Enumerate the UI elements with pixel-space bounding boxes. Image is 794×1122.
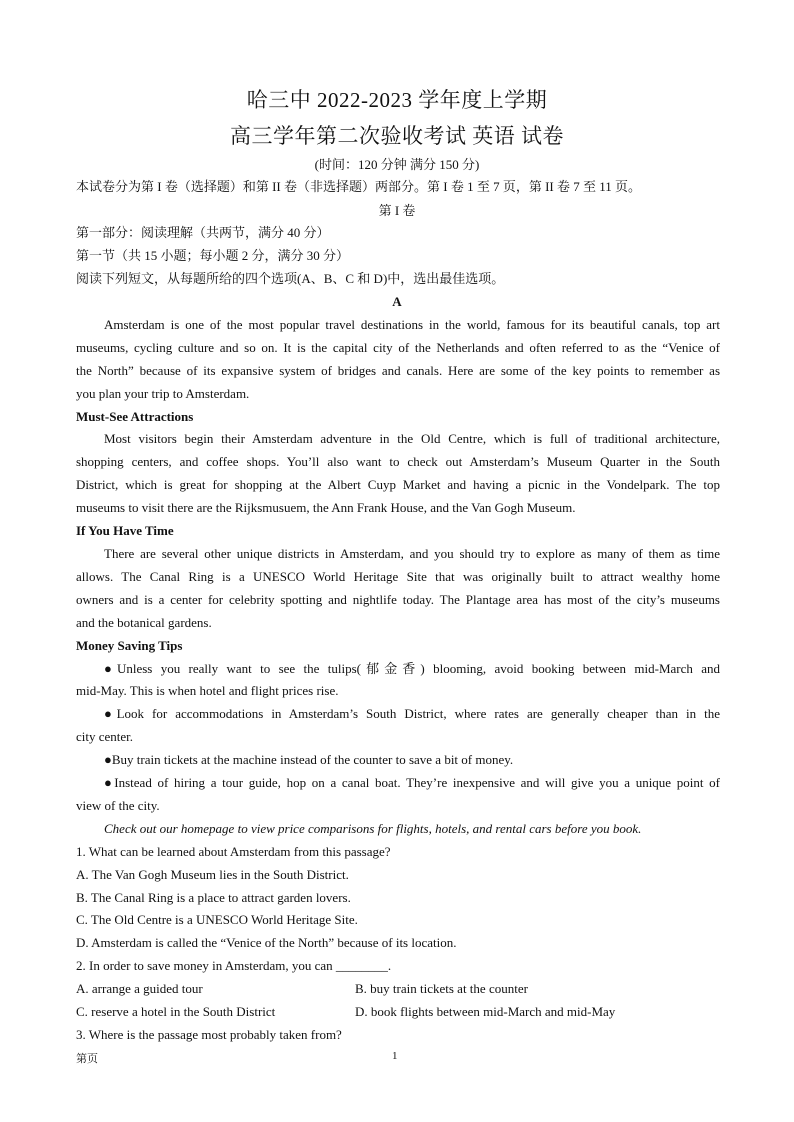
option: D. Amsterdam is called the “Venice of the North” because of its location. [76,935,457,950]
exam-subtitle: 高三学年第二次验收考试 英语 试卷 [230,124,564,148]
option: B. buy train tickets at the counter [355,981,528,996]
paragraph-line: museums, cycling culture and so on. It is the capital city of the Netherlands and often referred to as the “Venice of [76,340,720,355]
tip-line: mid-May. This is when hotel and flight prices rise. [76,683,339,698]
option: A. arrange a guided tour [76,981,203,996]
footer-label: 第页 [76,1053,98,1065]
option: C. reserve a hotel in the South District [76,1004,276,1019]
exam-title: 哈三中 2022-2023 学年度上学期 [246,88,548,112]
question-stem: 1. What can be learned about Amsterdam from this passage? [76,844,391,859]
part-heading: 第一部分：阅读理解（共两节，满分 40 分） [76,225,330,240]
instruction: 阅读下列短文，从每题所给的四个选项(A、B、C 和 D)中，选出最佳选项。 [76,271,505,286]
paragraph-line: owners and is a center for celebrity spotting and nightlife today. The Plantage area has most of the city’s museums [76,592,720,607]
paragraph-line: allows. The Canal Ring is a UNESCO World Heritage Site that was originally built to attract wealthy home [76,569,720,584]
paragraph-line: shopping centers, and coffee shops. You’ll also want to check out Amsterdam’s Museum Quarter in the South [76,454,720,469]
volume-heading: 第 I 卷 [378,203,416,218]
paragraph-line: you plan your trip to Amsterdam. [76,386,250,401]
question-stem: 2. In order to save money in Amsterdam, you can ________. [76,958,392,973]
tip-line: view of the city. [76,798,160,813]
section-title: If You Have Time [76,523,174,538]
question-stem: 3. Where is the passage most probably taken from? [76,1027,342,1042]
exam-time-info: (时间：120 分钟 满分 150 分) [314,157,480,172]
tip-line: city center. [76,729,134,744]
option: C. The Old Centre is a UNESCO World Heritage Site. [76,912,358,927]
tip-line: ●Look for accommodations in Amsterdam’s South District, where rates are generally cheaper than in the [104,706,720,721]
option: B. The Canal Ring is a place to attract garden lovers. [76,890,351,905]
tip-line: ●Buy train tickets at the machine instead of the counter to save a bit of money. [104,752,514,767]
tip-line: ●Instead of hiring a tour guide, hop on a canal boat. They’re inexpensive and will give you a unique point of [104,775,720,790]
page-number: 1 [392,1050,398,1062]
paragraph-line: the North” because of its expansive system of bridges and canals. Here are some of the key points to remember as [76,363,720,378]
option: A. The Van Gogh Museum lies in the South District. [76,867,349,882]
paragraph-line: There are several other unique districts in Amsterdam, and you should try to explore as many of them as time [104,546,720,561]
section-heading: 第一节（共 15 小题；每小题 2 分，满分 30 分） [76,248,350,263]
paragraph-line: museums to visit there are the Rijksmusuem, the Ann Frank House, and the Van Gogh Museum. [76,500,576,515]
paragraph-line: District, which is great for shopping at the Albert Cuyp Market and having a picnic in the Vondelpark. The top [76,477,720,492]
section-title: Must-See Attractions [76,409,194,424]
tip-line: ●Unless you really want to see the tulips(郁金香) blooming, avoid booking between mid-March and [104,661,720,676]
paragraph-line: Amsterdam is one of the most popular travel destinations in the world, famous for its beautiful canals, top art [104,317,720,332]
section-title: Money Saving Tips [76,638,183,653]
paper-info: 本试卷分为第 I 卷（选择题）和第 II 卷（非选择题）两部分。第 I 卷 1 至 7 页，第 II 卷 7 至 11 页。 [76,179,641,194]
closing-note: Check out our homepage to view price comparisons for flights, hotels, and rental cars before you book. [104,821,642,836]
paragraph-line: and the botanical gardens. [76,615,212,630]
paragraph-line: Most visitors begin their Amsterdam adventure in the Old Centre, which is full of traditional architecture, [104,431,720,446]
option: D. book flights between mid-March and mid-May [355,1004,616,1019]
passage-label: A [392,294,402,309]
